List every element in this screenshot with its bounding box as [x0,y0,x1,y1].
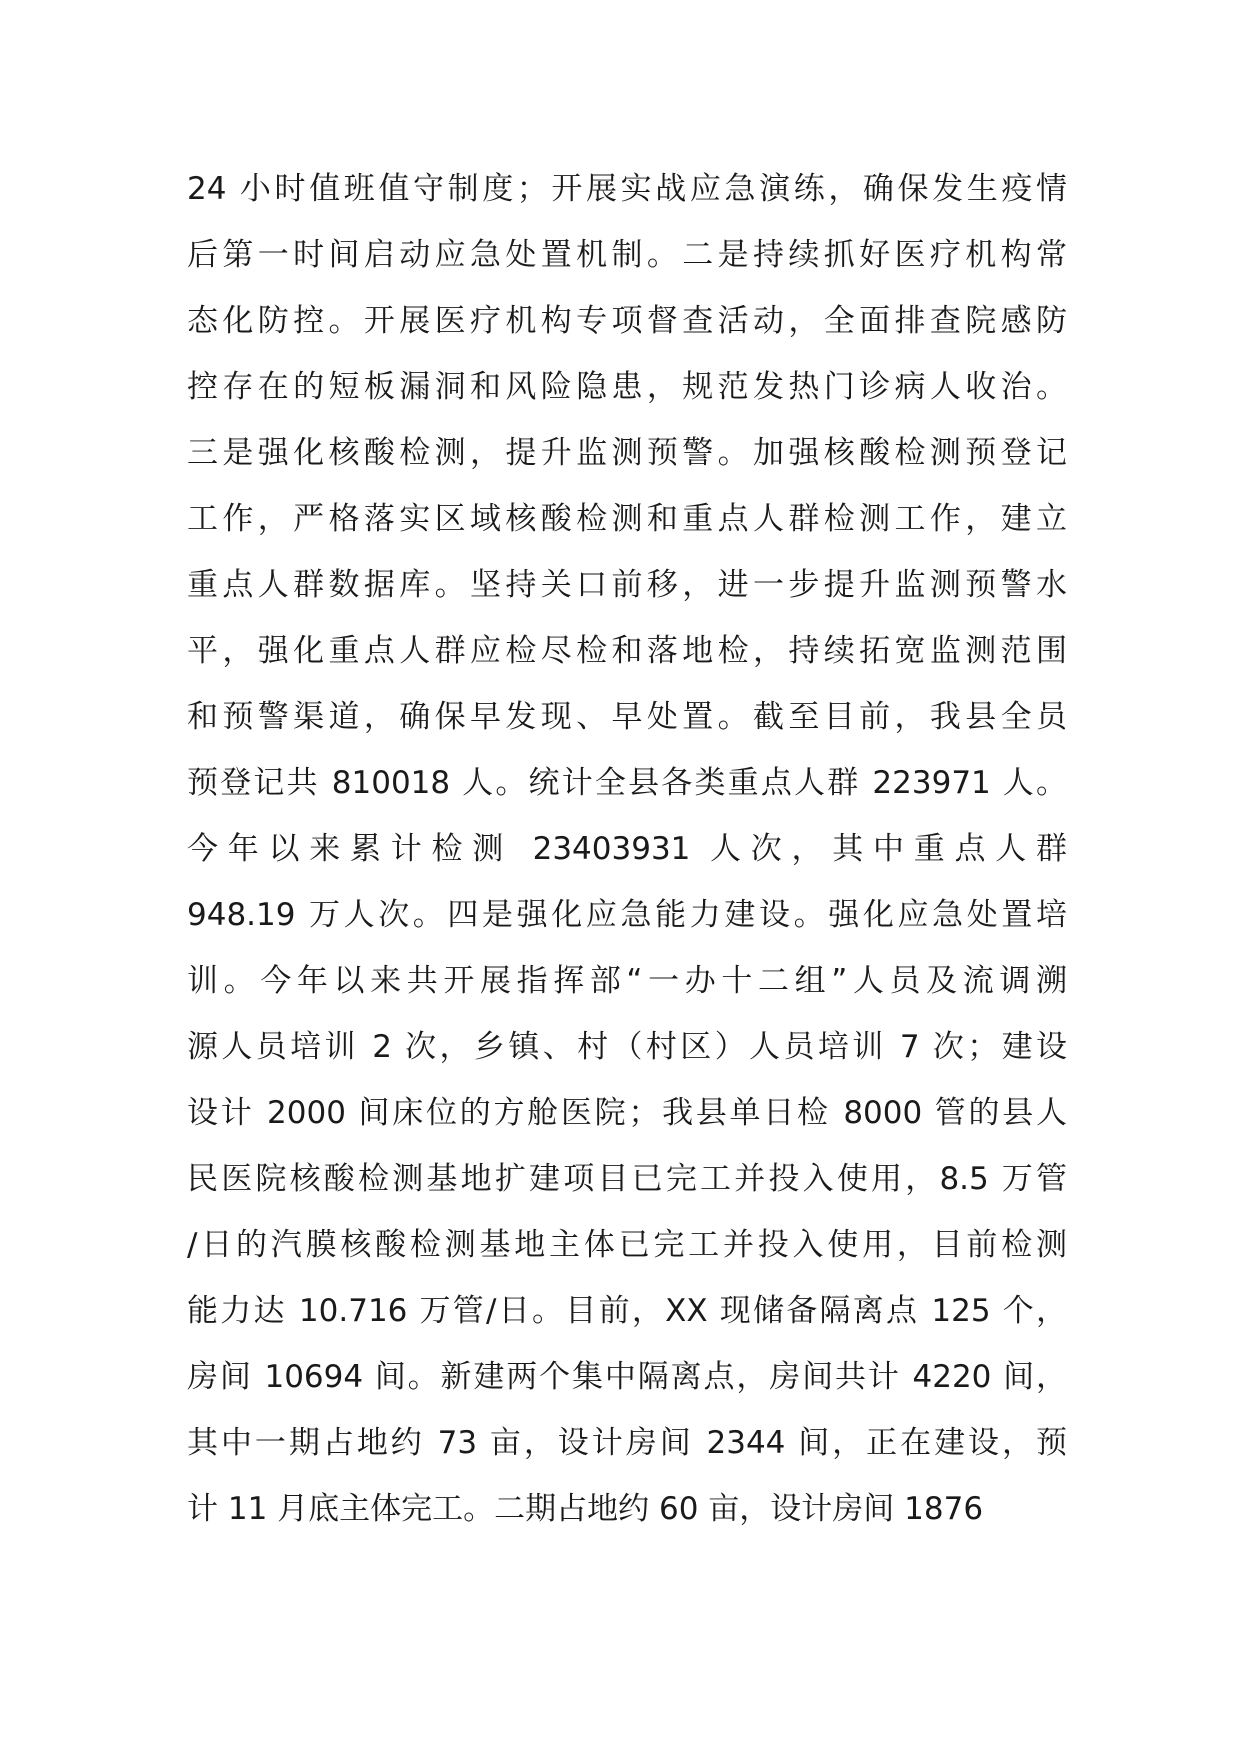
text-line: 948.19 万人次。四是强化应急能力建设。强化应急处置培 [187,897,1067,933]
text-line: 后第一时间启动应急处置机制。二是持续抓好医疗机构常 [187,237,1067,273]
text-line: 今年以来累计检测 23403931 人次，其中重点人群 [187,831,1067,867]
text-line: 能力达 10.716 万管/日。目前，XX 现储备隔离点 125 个， [187,1293,1067,1329]
text-line: 民医院核酸检测基地扩建项目已完工并投入使用，8.5 万管 [187,1161,1067,1197]
text-line: 房间 10694 间。新建两个集中隔离点，房间共计 4220 间， [187,1359,1067,1395]
text-line: 源人员培训 2 次，乡镇、村（村区）人员培训 7 次；建设 [187,1029,1067,1065]
text-line: 态化防控。开展医疗机构专项督查活动，全面排查院感防 [187,303,1067,339]
text-line: 计 11 月底主体完工。二期占地约 60 亩，设计房间 1876 [187,1491,984,1527]
text-line: 训。今年以来共开展指挥部“一办十二组”人员及流调溯 [187,963,1067,999]
text-line: 控存在的短板漏洞和风险隐患，规范发热门诊病人收治。 [187,369,1067,405]
text-line: 工作，严格落实区域核酸检测和重点人群检测工作，建立 [187,501,1067,537]
text-line: 其中一期占地约 73 亩，设计房间 2344 间，正在建设，预 [187,1425,1067,1461]
body-text [187,156,1067,1542]
text-line: 三是强化核酸检测，提升监测预警。加强核酸检测预登记 [187,435,1067,471]
text-line: 预登记共 810018 人。统计全县各类重点人群 223971 人。 [187,765,1067,801]
text-line: 重点人群数据库。坚持关口前移，进一步提升监测预警水 [187,567,1067,603]
text-line: 平，强化重点人群应检尽检和落地检，持续拓宽监测范围 [187,633,1067,669]
text-line: 设计 2000 间床位的方舱医院；我县单日检 8000 管的县人 [187,1095,1067,1131]
text-line: 和预警渠道，确保早发现、早处置。截至目前，我县全员 [187,699,1067,735]
text-line: 24 小时值班值守制度；开展实战应急演练，确保发生疫情 [187,171,1067,207]
text-line: /日的汽膜核酸检测基地主体已完工并投入使用，目前检测 [187,1227,1067,1263]
